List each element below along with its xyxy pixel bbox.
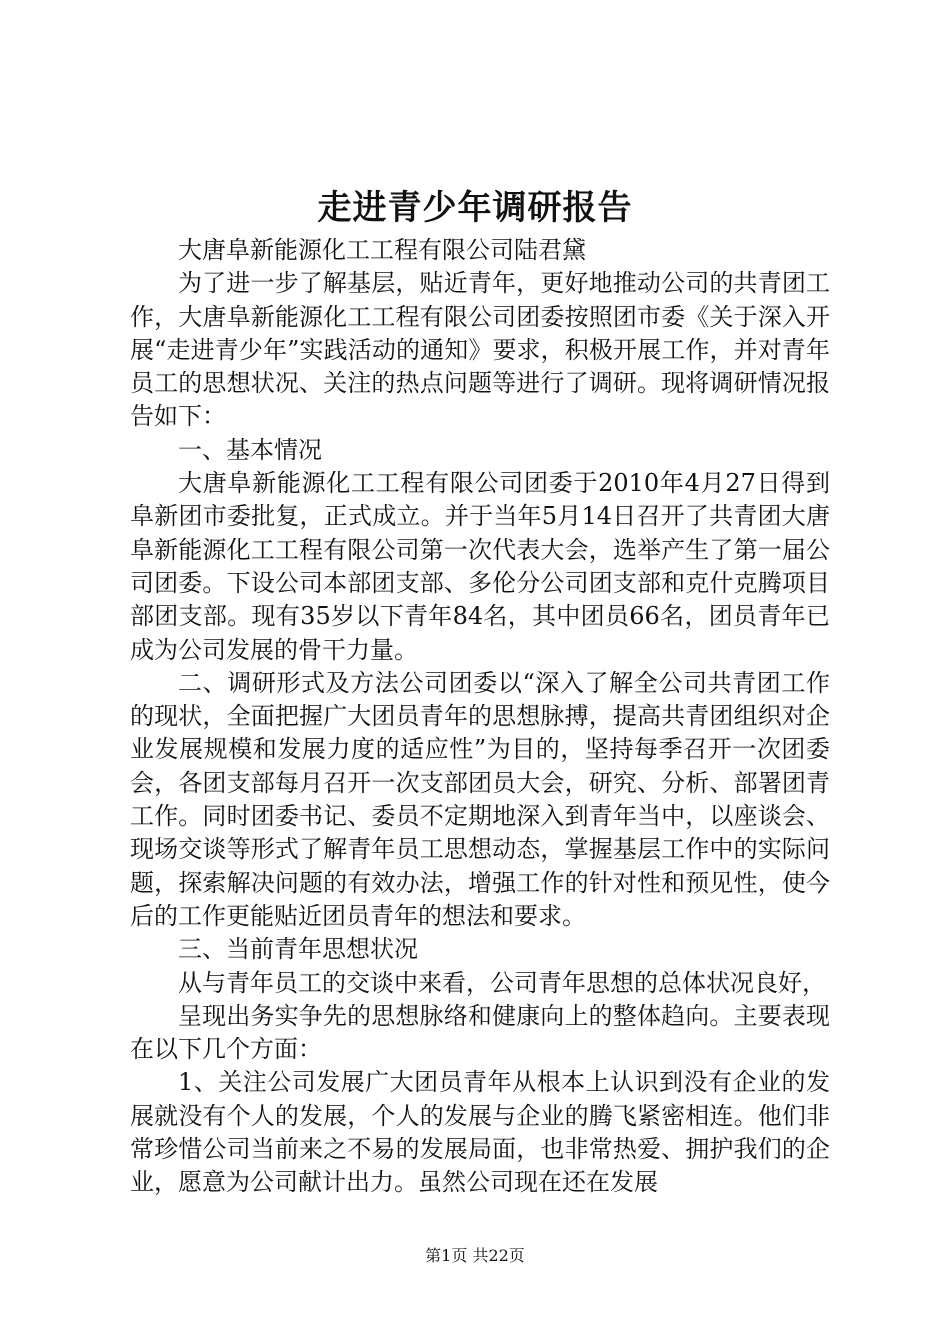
document-title: 走进青少年调研报告 [317, 188, 633, 228]
intro-paragraph: 为了进一步了解基层，贴近青年，更好地推动公司的共青团工作，大唐阜新能源化工工程有限公司团委按照团市委《关于深入开展“走进青少年”实践活动的通知》要求，积极开展工作，并对青年员工的思想状况、关注的热点问题等进行了调研。现将调研情况报告如下： [130, 269, 830, 431]
section-heading-status: 三、当前青年思想状况 [178, 935, 418, 964]
status-paragraph-1: 从与青年员工的交谈中来看，公司青年思想的总体状况良好， [178, 968, 826, 997]
document-body [130, 234, 830, 1200]
section-heading-basic: 一、基本情况 [178, 435, 322, 464]
basic-info-paragraph: 大唐阜新能源化工工程有限公司团委于2010年4月27日得到阜新团市委批复，正式成立。并于当年5月14日召开了共青团大唐阜新能源化工工程有限公司第一次代表大会，选举产生了第一届公司团委。下设公司本部团支部、多伦分公司团支部和克什克腾项目部团支部。现有35岁以下青年84名，其中团员66名，团员青年已成为公司发展的骨干力量。 [130, 469, 830, 664]
point-1-paragraph: 1、关注公司发展广大团员青年从根本上认识到没有企业的发展就没有个人的发展，个人的发展与企业的腾飞紧密相连。他们非常珍惜公司当前来之不易的发展局面，也非常热爱、拥护我们的企业，愿意为公司献计出力。虽然公司现在还在发展 [130, 1068, 830, 1197]
page-footer: 第1页 共22页 [425, 1246, 525, 1265]
author-line: 大唐阜新能源化工工程有限公司陆君黛 [178, 236, 586, 264]
method-paragraph: 二、调研形式及方法公司团委以“深入了解全公司共青团工作的现状，全面把握广大团员青年的思想脉搏，提高共青团组织对企业发展规模和发展力度的适应性”为目的，坚持每季召开一次团委会，各团支部每月召开一次支部团员大会，研究、分析、部署团青工作。同时团委书记、委员不定期地深入到青年当中，以座谈会、现场交谈等形式了解青年员工思想动态，掌握基层工作中的实际问题，探索解决问题的有效办法，增强工作的针对性和预见性，使今后的工作更能贴近团员青年的想法和要求。 [130, 668, 830, 930]
status-paragraph-2: 呈现出务实争先的思想脉络和健康向上的整体趋向。主要表现在以下几个方面： [130, 1001, 830, 1064]
